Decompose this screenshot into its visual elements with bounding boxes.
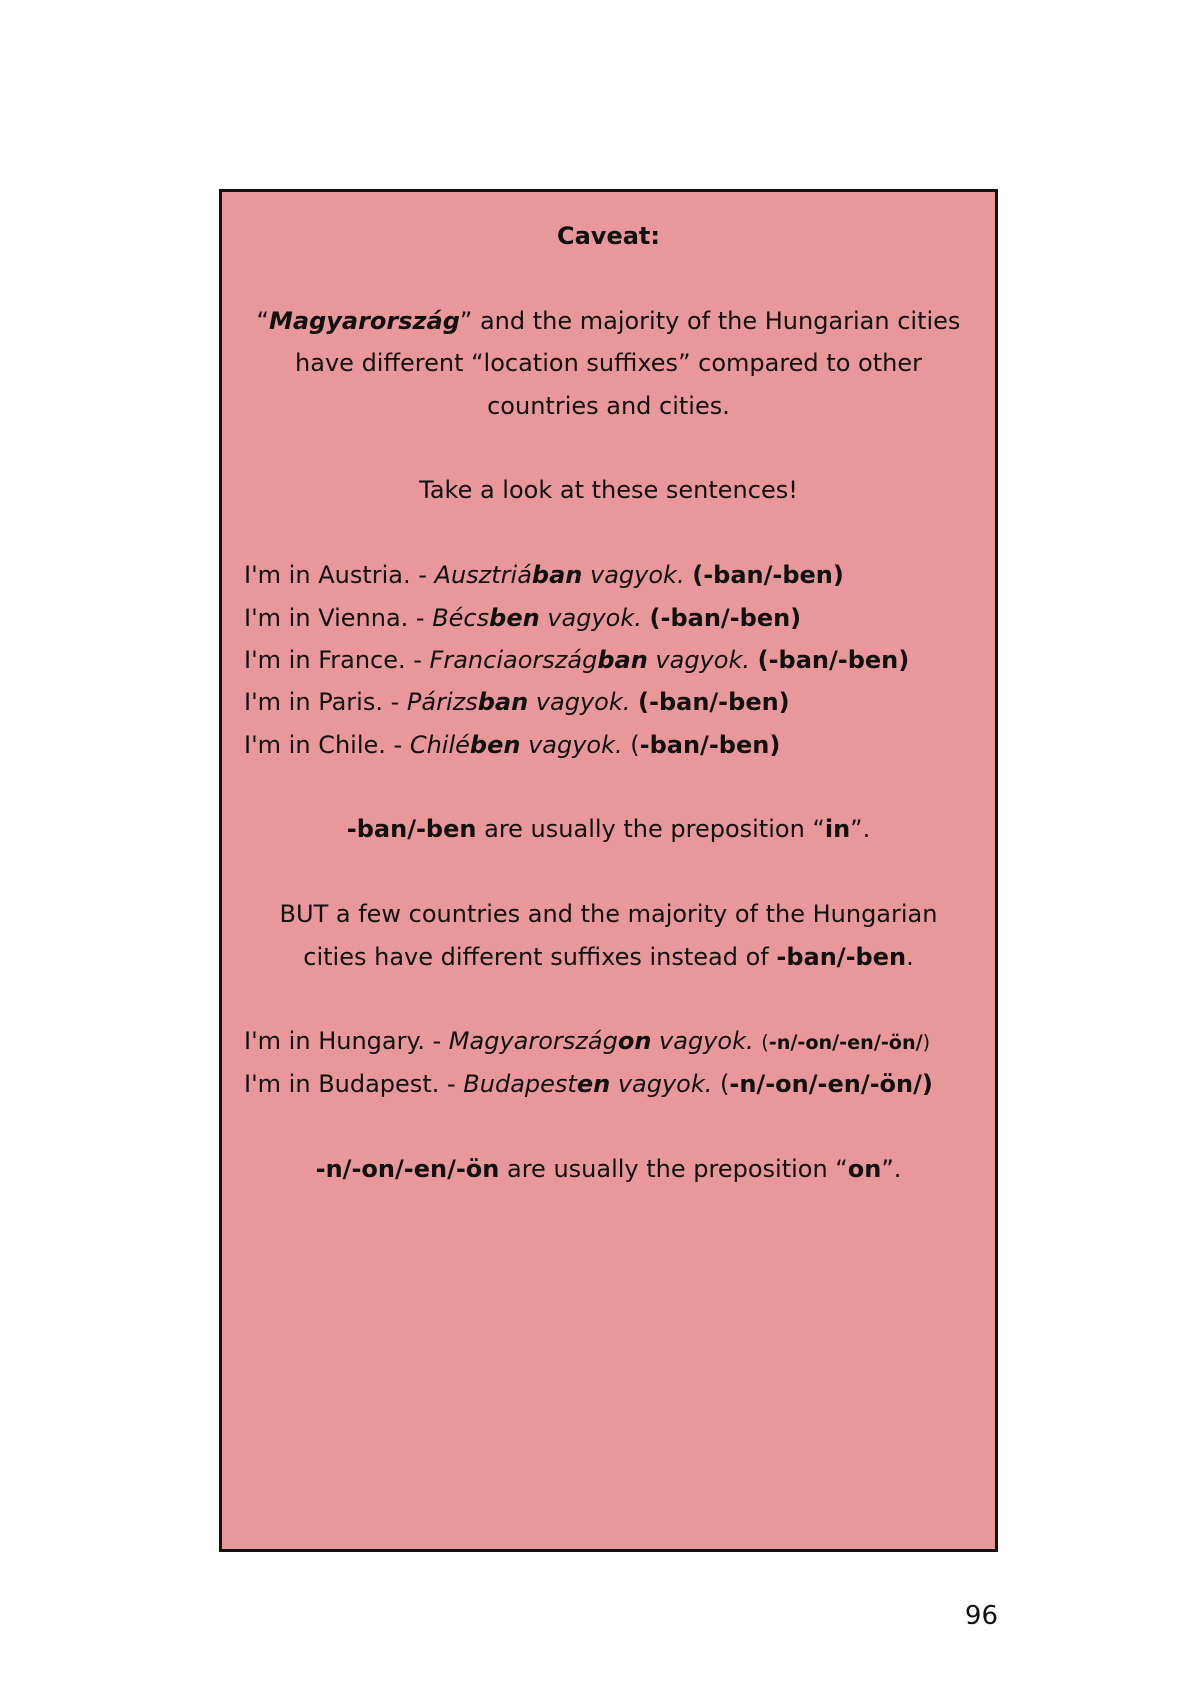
hungarian-text: vagyok. — [647, 645, 750, 674]
hungarian-text: Magyarország — [448, 1027, 618, 1056]
emphasis-text: Caveat: — [557, 222, 660, 250]
text-run: ” and the majority of the Hungarian cities — [459, 306, 961, 335]
emphasis-text: -ban/-ben — [776, 942, 907, 971]
text-run: countries and cities. — [487, 391, 730, 420]
hungarian-text: vagyok. — [582, 561, 685, 590]
page-number: 96 — [964, 1601, 998, 1631]
example-sentence — [244, 1020, 973, 1062]
hungarian-text: vagyok. — [520, 730, 623, 759]
emphasis-text: (-ban/-ben) — [638, 688, 790, 717]
emphasis-text: (-ban/-ben) — [757, 645, 910, 674]
text-run: I'm in Austria. - — [244, 561, 435, 590]
intro-line — [244, 385, 973, 427]
hungarian-text: vagyok. — [528, 688, 631, 717]
hungarian-text: Bécs — [432, 603, 490, 632]
caveat-heading — [244, 215, 973, 257]
emphasis-text: -ban/-ben) — [639, 730, 781, 759]
hungarian-text: vagyok. — [610, 1069, 713, 1098]
instruction-line — [244, 469, 973, 511]
example-sentence — [244, 681, 973, 723]
text-run: ( — [622, 730, 640, 759]
emphasis-text: on — [847, 1154, 882, 1183]
text-run: “ — [256, 306, 269, 335]
hungarian-text: Franciaország — [429, 645, 598, 674]
example-sentence — [244, 554, 973, 596]
text-run: Take a look at these sentences! — [419, 476, 798, 505]
suffix-ending: ben — [469, 730, 521, 759]
instruction-text — [244, 469, 973, 511]
hungarian-text: Ausztriá — [434, 561, 532, 590]
suffix-ending: on — [617, 1027, 652, 1056]
text-run: I'm in Paris. - — [244, 688, 407, 717]
text-run: have different “location suffixes” compared to other — [295, 349, 922, 378]
exception-line — [244, 936, 973, 978]
emphasis-text: -n/-on/-en/-ön/) — [729, 1069, 933, 1098]
note-line — [244, 808, 973, 850]
example-sentence — [244, 724, 973, 766]
hungarian-text: Párizs — [406, 688, 478, 717]
example-sentence — [244, 1063, 973, 1105]
text-run: I'm in Chile. - — [244, 730, 410, 759]
text-run — [750, 646, 758, 674]
emphasis-text: in — [824, 815, 851, 844]
exception-paragraph — [244, 893, 973, 978]
emphasis-text: -n/-on/-en/-ön — [315, 1154, 500, 1183]
emphasis-text: -ban/-ben — [346, 815, 477, 844]
text-run: ( — [712, 1069, 730, 1098]
text-run — [642, 604, 650, 632]
suffix-ending: ban — [477, 688, 529, 717]
suffix-ending: ban — [531, 561, 583, 590]
hungarian-text: vagyok. — [539, 603, 642, 632]
text-run: I'm in Vienna. - — [244, 603, 433, 632]
text-run: I'm in Budapest. - — [244, 1069, 464, 1098]
caveat-panel — [219, 189, 998, 1552]
text-run: are usually the preposition “ — [499, 1154, 848, 1183]
intro-line — [244, 342, 973, 384]
emphasis-text: (-ban/-ben) — [649, 603, 802, 632]
small-text-run: ) — [922, 1031, 931, 1055]
suffix-ending: ben — [489, 603, 540, 632]
suffix-ending: Magyarország — [268, 306, 460, 335]
in-suffix-examples — [244, 554, 973, 766]
on-suffix-note — [244, 1148, 973, 1190]
small-suffix-list: -n/-on/-en/-ön/ — [768, 1031, 923, 1055]
in-suffix-note — [244, 808, 973, 850]
text-run: I'm in France. - — [244, 645, 430, 674]
hungarian-text: Budapest — [463, 1069, 577, 1098]
text-run: are usually the preposition “ — [476, 815, 825, 844]
text-run: BUT a few countries and the majority of the Hungarian — [279, 900, 938, 929]
intro-line — [244, 300, 973, 342]
text-run — [630, 688, 638, 716]
heading-line — [244, 215, 973, 257]
text-run: ”. — [881, 1154, 902, 1183]
hungarian-text: vagyok. — [651, 1027, 754, 1056]
exception-line — [244, 893, 973, 935]
text-run: cities have different suffixes instead of — [303, 942, 777, 971]
hungarian-text: Chilé — [409, 730, 470, 759]
emphasis-text: (-ban/-ben) — [692, 561, 844, 590]
text-run: I'm in Hungary. - — [244, 1027, 449, 1056]
text-run: ”. — [850, 815, 871, 844]
on-suffix-examples — [244, 1020, 973, 1105]
intro-paragraph — [244, 300, 973, 427]
text-run: . — [906, 942, 914, 971]
small-text-run: ( — [761, 1031, 769, 1055]
note-line — [244, 1148, 973, 1190]
suffix-ending: en — [576, 1069, 611, 1098]
suffix-ending: ban — [597, 645, 648, 674]
example-sentence — [244, 597, 973, 639]
example-sentence — [244, 639, 973, 681]
